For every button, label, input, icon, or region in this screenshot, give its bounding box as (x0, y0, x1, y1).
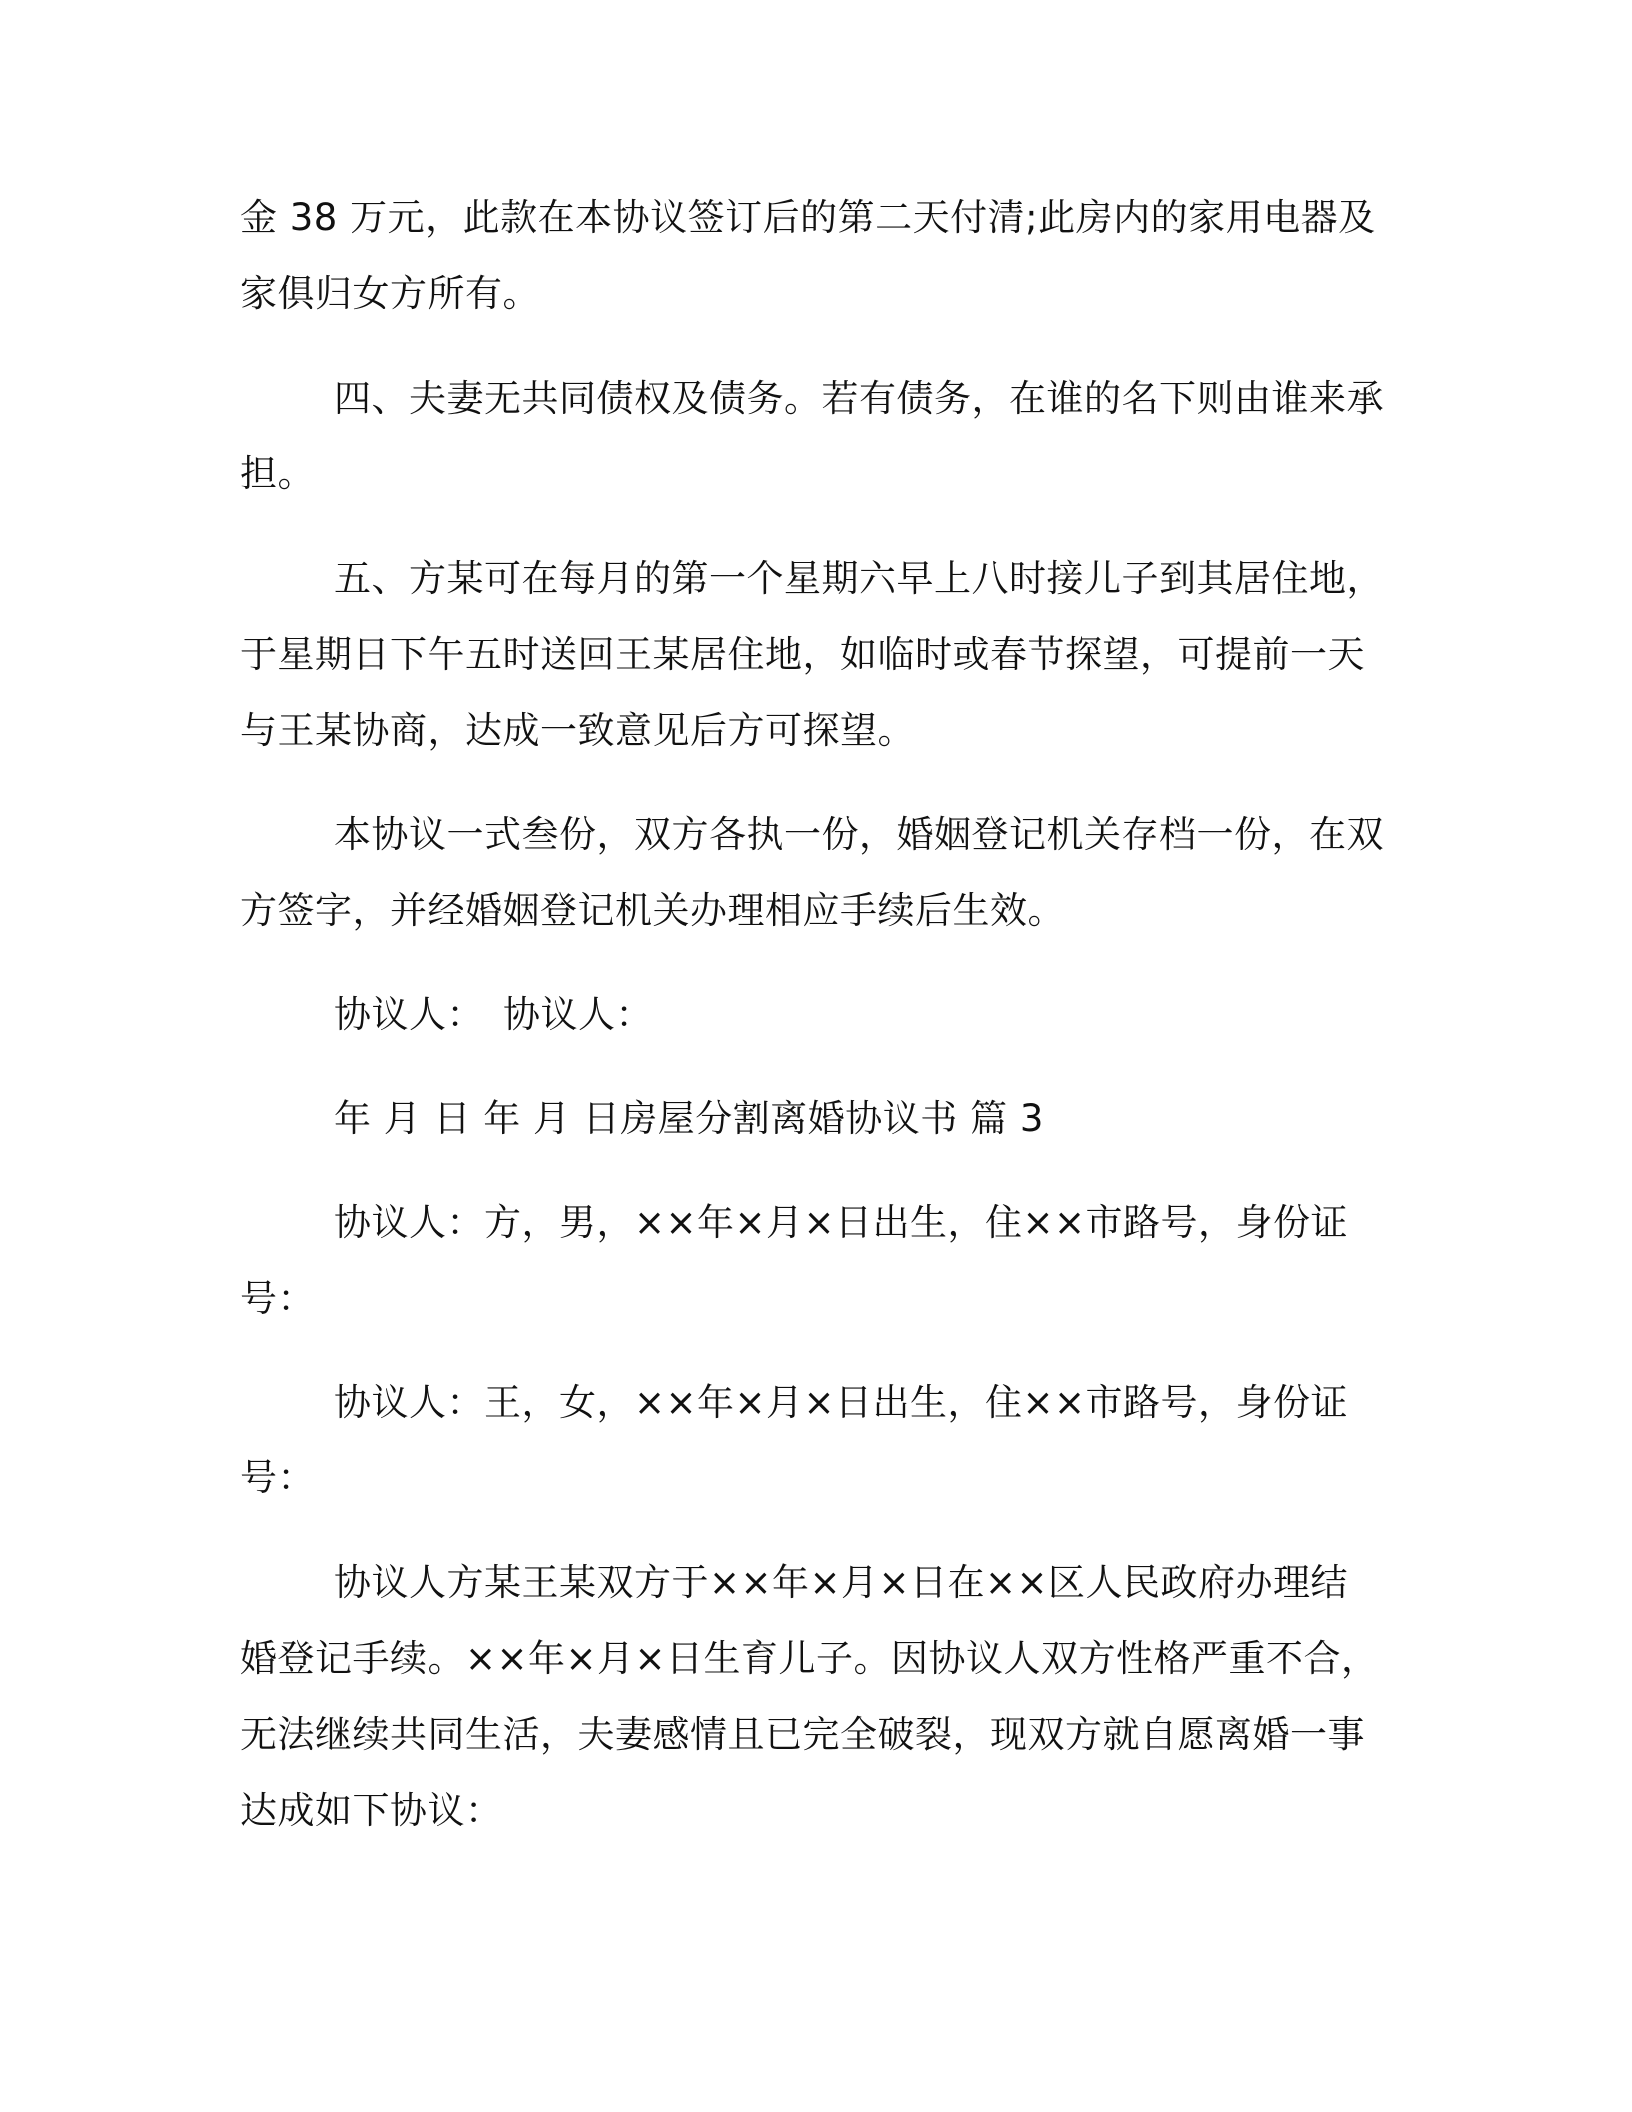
paragraph-start: 四、夫妻无共同债权及债务。若有债务，在谁的名下则由谁来承 (334, 377, 1384, 420)
text-line: 于星期日下午五时送回王某居住地，如临时或春节探望，可提前一天 (240, 633, 1365, 676)
section-heading: 年 月 日 年 月 日房屋分割离婚协议书 篇 3 (334, 1097, 1044, 1140)
text-line: 号： (240, 1456, 315, 1499)
signature-line: 协议人： 协议人： (334, 993, 653, 1036)
paragraph-start: 本协议一式叁份，双方各执一份，婚姻登记机关存档一份，在双 (334, 813, 1384, 856)
text-line: 方签字，并经婚姻登记机关办理相应手续后生效。 (240, 889, 1065, 932)
text-line: 婚登记手续。××年×月×日生育儿子。因协议人双方性格严重不合， (240, 1637, 1379, 1680)
paragraph-start: 协议人：王，女，××年×月×日出生，住××市路号，身份证 (334, 1381, 1349, 1424)
paragraph-start: 协议人：方，男，××年×月×日出生，住××市路号，身份证 (334, 1201, 1349, 1244)
text-line: 担。 (240, 452, 315, 495)
text-line: 号： (240, 1277, 315, 1320)
text-line: 金 38 万元，此款在本协议签订后的第二天付清;此房内的家用电器及 (240, 196, 1376, 239)
text-line: 家俱归女方所有。 (240, 272, 540, 315)
text-line: 无法继续共同生活，夫妻感情且已完全破裂，现双方就自愿离婚一事 (240, 1713, 1365, 1756)
paragraph-start: 协议人方某王某双方于××年×月×日在××区人民政府办理结 (334, 1561, 1349, 1604)
paragraph-start: 五、方某可在每月的第一个星期六早上八时接儿子到其居住地， (334, 557, 1384, 600)
text-line: 与王某协商，达成一致意见后方可探望。 (240, 709, 915, 752)
text-line: 达成如下协议： (240, 1789, 503, 1832)
